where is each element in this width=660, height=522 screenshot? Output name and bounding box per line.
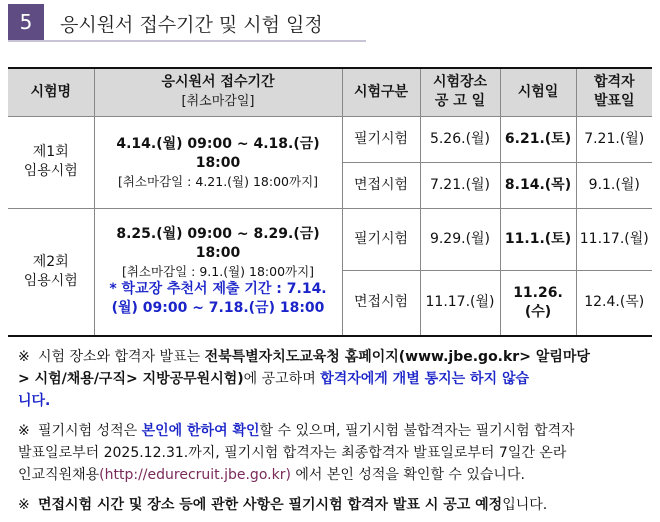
round2-written-type: 필기시험 [342,208,420,270]
round1-interview-type: 면접시험 [342,162,420,208]
header-notice-line2: 공 고 일 [434,93,486,110]
round1-cancel-deadline: [취소마감일 : 4.21.(월) 18:00까지] [117,173,319,189]
section-number: 5 [8,4,44,40]
note-2-url-link[interactable]: (http://edurecruit.jbe.go.kr) [99,467,291,483]
round2-period [94,208,342,336]
note-3-mark: ※ [18,497,30,513]
round1-name-line1: 제1회 [32,144,69,160]
note-2-mark: ※ [18,423,30,439]
note-1-highlight-end: 니다. [18,393,51,409]
table-row [8,116,652,162]
round1-written-result: 7.21.(월) [576,116,652,162]
note-3-text-a: 면접시험 시간 및 장소 등에 관한 사항은 필기시험 합격자 발표 시 공고 예정 [38,497,503,513]
note-1-text-a: 시험 장소와 합격자 발표는 [38,349,205,365]
header-result-line1: 합격자 [593,74,635,91]
header-type: 시험구분 [342,68,420,116]
round2-name-line2: 임용시험 [23,272,78,289]
header-period-sub: [취소마감일] [181,94,255,110]
round1-period-dates: 4.14.(월) 09:00 ~ 4.18.(금) 18:00 [116,135,320,171]
note-3-text-b: 입니다. [502,497,548,513]
round2-name [8,208,94,336]
note-1-text-d: 에 공고하며 [243,371,321,387]
note-1-line3 [18,390,654,412]
round2-period-dates: 8.25.(월) 09:00 ~ 8.29.(금) 18:00 [116,226,320,262]
round1-written-type: 필기시험 [342,116,420,162]
header-period-label: 응시원서 접수기간 [161,74,275,91]
header-notice [420,68,500,116]
round2-written-date: 11.1.(토) [500,208,576,270]
note-1-line2 [18,368,654,390]
note-2-text-c: 할 수 있으며, 필기시험 불합격자는 필기시험 합격자 [259,423,575,439]
round1-name-line2: 임용시험 [23,163,78,179]
header-notice-line1: 시험장소 [432,74,488,91]
note-1-line1 [18,346,654,368]
header-result-line2: 발표일 [593,93,635,110]
round1-name [8,116,94,208]
note-2-line2 [18,442,654,464]
round1-interview-notice: 7.21.(월) [420,162,500,208]
header-result [576,68,652,116]
round1-written-notice: 5.26.(월) [420,116,500,162]
round2-name-line1: 제2회 [32,253,69,270]
header-date: 시험일 [500,68,576,116]
round2-interview-result: 12.4.(목) [576,270,652,336]
round2-written-result: 11.17.(월) [576,208,652,270]
note-2-text-e: 인교직원채용 [18,467,100,483]
section-header [8,4,366,42]
note-2-text-d: 발표일로부터 2025.12.31.까지, 필기시험 합격자는 최종합격자 발표일로부터 7일간 온라 [18,445,567,461]
round2-cancel-deadline: [취소마감일 : 9.1.(월) 18:00까지] [121,264,315,280]
note-1-site-path-cont: > 시험/채용/구직> 지방공무원시험) [18,371,244,387]
round1-written-date: 6.21.(토) [500,116,576,162]
schedule-table [8,67,652,337]
note-3 [18,494,654,516]
note-1-highlight: 합격자에게 개별 통지는 하지 않습 [320,371,530,387]
note-2-text-a: 필기시험 성적은 [38,423,142,439]
round2-principal-note: * 학교장 추천서 제출 기간 : 7.14.(월) 09:00 ~ 7.18.(금) 18:00 [109,281,327,317]
header-period [94,68,342,116]
section-title: 응시원서 접수기간 및 시험 일정 [60,14,323,36]
note-2-line1 [18,420,654,442]
round2-interview-type: 면접시험 [342,270,420,336]
round1-interview-result: 9.1.(월) [576,162,652,208]
note-2-text-f: 에서 본인 성적을 확인할 수 있습니다. [290,467,525,483]
round1-interview-date: 8.14.(목) [500,162,576,208]
round1-period [94,116,342,208]
round2-interview-notice: 11.17.(월) [420,270,500,336]
note-1-mark: ※ [18,349,30,365]
table-header-row [8,68,652,116]
note-1-site-path: 전북특별자치도교육청 홈페이지(www.jbe.go.kr> 알림마당 [204,349,590,365]
note-2-highlight: 본인에 한하여 확인 [141,423,260,439]
round2-interview-date: 11.26.(수) [500,270,576,336]
note-2-line3 [18,464,654,486]
table-row [8,208,652,270]
header-name: 시험명 [8,68,94,116]
round2-written-notice: 9.29.(월) [420,208,500,270]
